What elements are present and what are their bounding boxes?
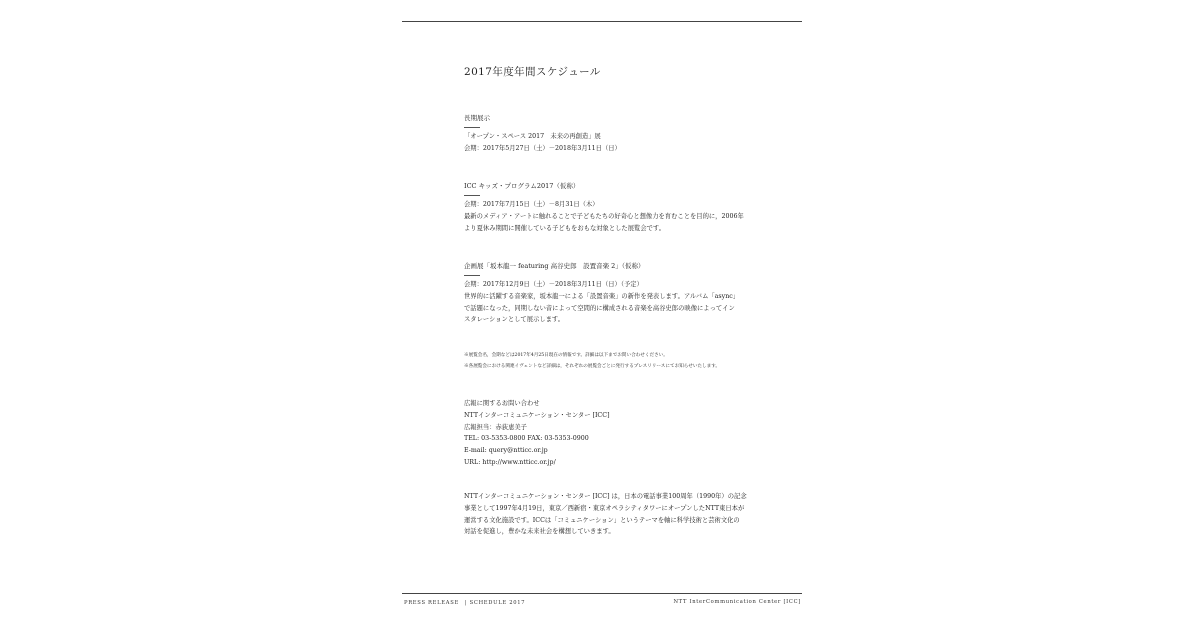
section-line: スタレーションとして展示します。 xyxy=(464,316,564,324)
section-heading: 企画展「坂本龍一 featuring 高谷史郎 設置音楽 2」（仮称） xyxy=(464,262,645,270)
section-line: 最新のメディア・アートに触れることで子どもたちの好奇心と想像力を育むことを目的に，2006年 xyxy=(464,212,744,220)
contact-person: 広報担当：赤荻恵美子 xyxy=(464,423,527,431)
page-title: 2017年度年間スケジュール xyxy=(464,66,601,78)
heading-underline xyxy=(464,195,480,196)
footer-organization: NTT InterCommunication Center [ICC] xyxy=(673,599,801,605)
section-line: 会期：2017年7月15日（土）－8月31日（木） xyxy=(464,201,599,208)
heading-underline xyxy=(464,127,480,128)
top-divider xyxy=(402,21,802,22)
section-line: より夏休み期間に開催している子どもをおもな対象とした展覧会です。 xyxy=(464,224,665,232)
bottom-divider xyxy=(402,593,802,594)
footer-release-label: PRESS RELEASE | SCHEDULE 2017 xyxy=(404,600,526,606)
about-line: 事業として1997年4月19日，東京／西新宿・東京オペラシティタワーにオープンしたNTT東日本が xyxy=(464,504,745,512)
section-heading: ICC キッズ・プログラム2017（仮称） xyxy=(464,182,580,190)
contact-phone: TEL: 03-5353-0800 FAX: 03-5353-0900 xyxy=(464,435,589,443)
section-heading: 長期展示 xyxy=(464,114,490,122)
contact-email: E-mail: query@ntticc.or.jp xyxy=(464,447,548,455)
schedule-section-kids xyxy=(464,182,754,234)
section-line: 会期：2017年12月9日（土）－2018年3月11日（日）（予定） xyxy=(464,281,643,288)
schedule-section-exhibition xyxy=(464,262,754,326)
contact-url: URL: http://www.ntticc.or.jp/ xyxy=(464,458,556,466)
contact-org: NTTインターコミュニケーション・センター [ICC] xyxy=(464,411,610,419)
about-line: 運営する文化施設です。ICCは「コミュニケーション」というテーマを軸に科学技術と芸術文化の xyxy=(464,516,740,524)
about-line: 対話を促進し，豊かな未来社会を構想していきます。 xyxy=(464,528,615,536)
schedule-section-long-term xyxy=(464,114,754,155)
section-line: 世界的に活躍する音楽家，坂本龍一による「設置音楽」の新作を発表します。アルバム「async」 xyxy=(464,292,740,300)
section-line: 会期：2017年5月27日（土）－2018年3月11日（日） xyxy=(464,144,621,152)
about-line: NTTインターコミュニケーション・センター [ICC] は，日本の電話事業100周年（1990年）の記念 xyxy=(464,493,747,500)
heading-underline xyxy=(464,275,480,276)
section-line: で話題になった，同期しない音によって空間的に構成される音楽を高谷史郎の映像によってイン xyxy=(464,304,735,312)
contact-block xyxy=(464,398,610,469)
note-line: ※展覧会名，会期などは2017年4月25日現在の情報です。詳細は以下までお問い合わせください。 xyxy=(464,353,668,358)
about-paragraph xyxy=(464,491,747,538)
note-line: ※各展覧会における関連イヴェントなど詳細は，それぞれの展覧会ごとに発行するプレスリリースにてお知らせいたします。 xyxy=(464,364,721,369)
contact-heading: 広報に関するお問い合わせ xyxy=(464,400,540,407)
section-line: 「オープン・スペース 2017 未来の再創造」展 xyxy=(464,133,601,140)
